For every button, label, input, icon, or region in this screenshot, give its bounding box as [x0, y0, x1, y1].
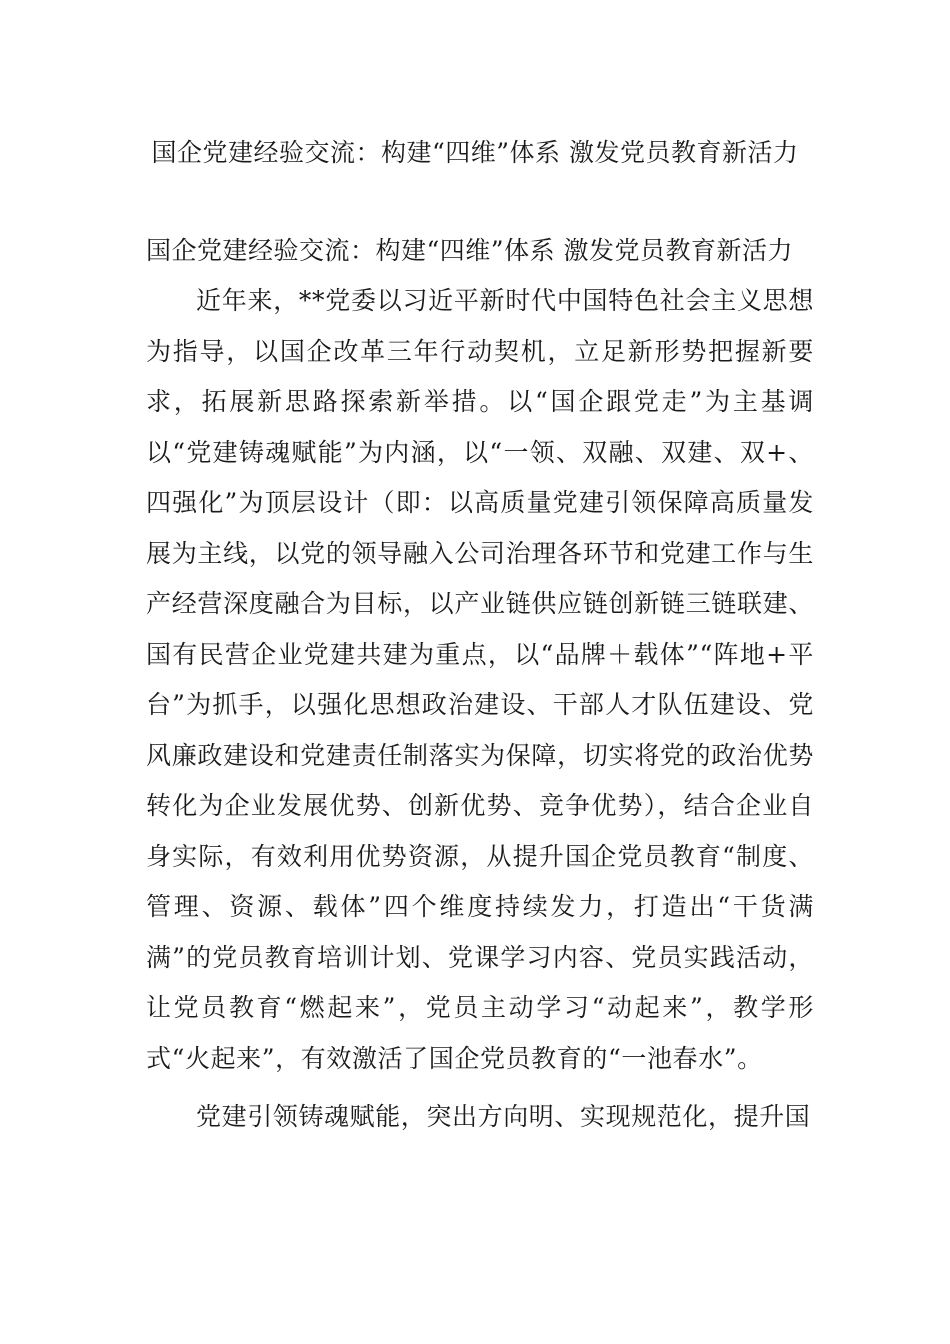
body-paragraph-1: 近年来，**党委以习近平新时代中国特色社会主义思想为指导，以国企改革三年行动契机，立足新形势把握新要求，拓展新思路探索新举措。以“国企跟党走”为主基调以“党建铸魂赋能”为内涵，以“一领、双融、双建、双+、四强化”为顶层设计（即：以高质量党建引领保障高质量发展为主线，以党的领导融入公司治理各环节和党建工作与生产经营深度融合为目标，以产业链供应链创新链三链联建、国有民营企业党建共建为重点，以“品牌＋载体”“阵地+平台”为抓手，以强化思想政治建设、干部人才队伍建设、党风廉政建设和党建责任制落实为保障，切实将党的政治优势转化为企业发展优势、创新优势、竞争优势），结合企业自身实际，有效利用优势资源，从提升国企党员教育“制度、管理、资源、载体”四个维度持续发力，打造出“干货满满”的党员教育培训计划、党课学习内容、党员实践活动，让党员教育“燃起来”，党员主动学习“动起来”，教学形式“火起来”，有效激活了国企党员教育的“一池春水”。: [146, 286, 814, 1073]
document-subtitle: 国企党建经验交流：构建“四维”体系 激发党员教育新活力: [146, 236, 794, 265]
body-paragraph-2: 党建引领铸魂赋能，突出方向明、实现规范化，提升国: [196, 1102, 811, 1131]
document-body: [146, 226, 814, 1143]
document-title: 国企党建经验交流：构建“四维”体系 激发党员教育新活力: [151, 138, 799, 167]
